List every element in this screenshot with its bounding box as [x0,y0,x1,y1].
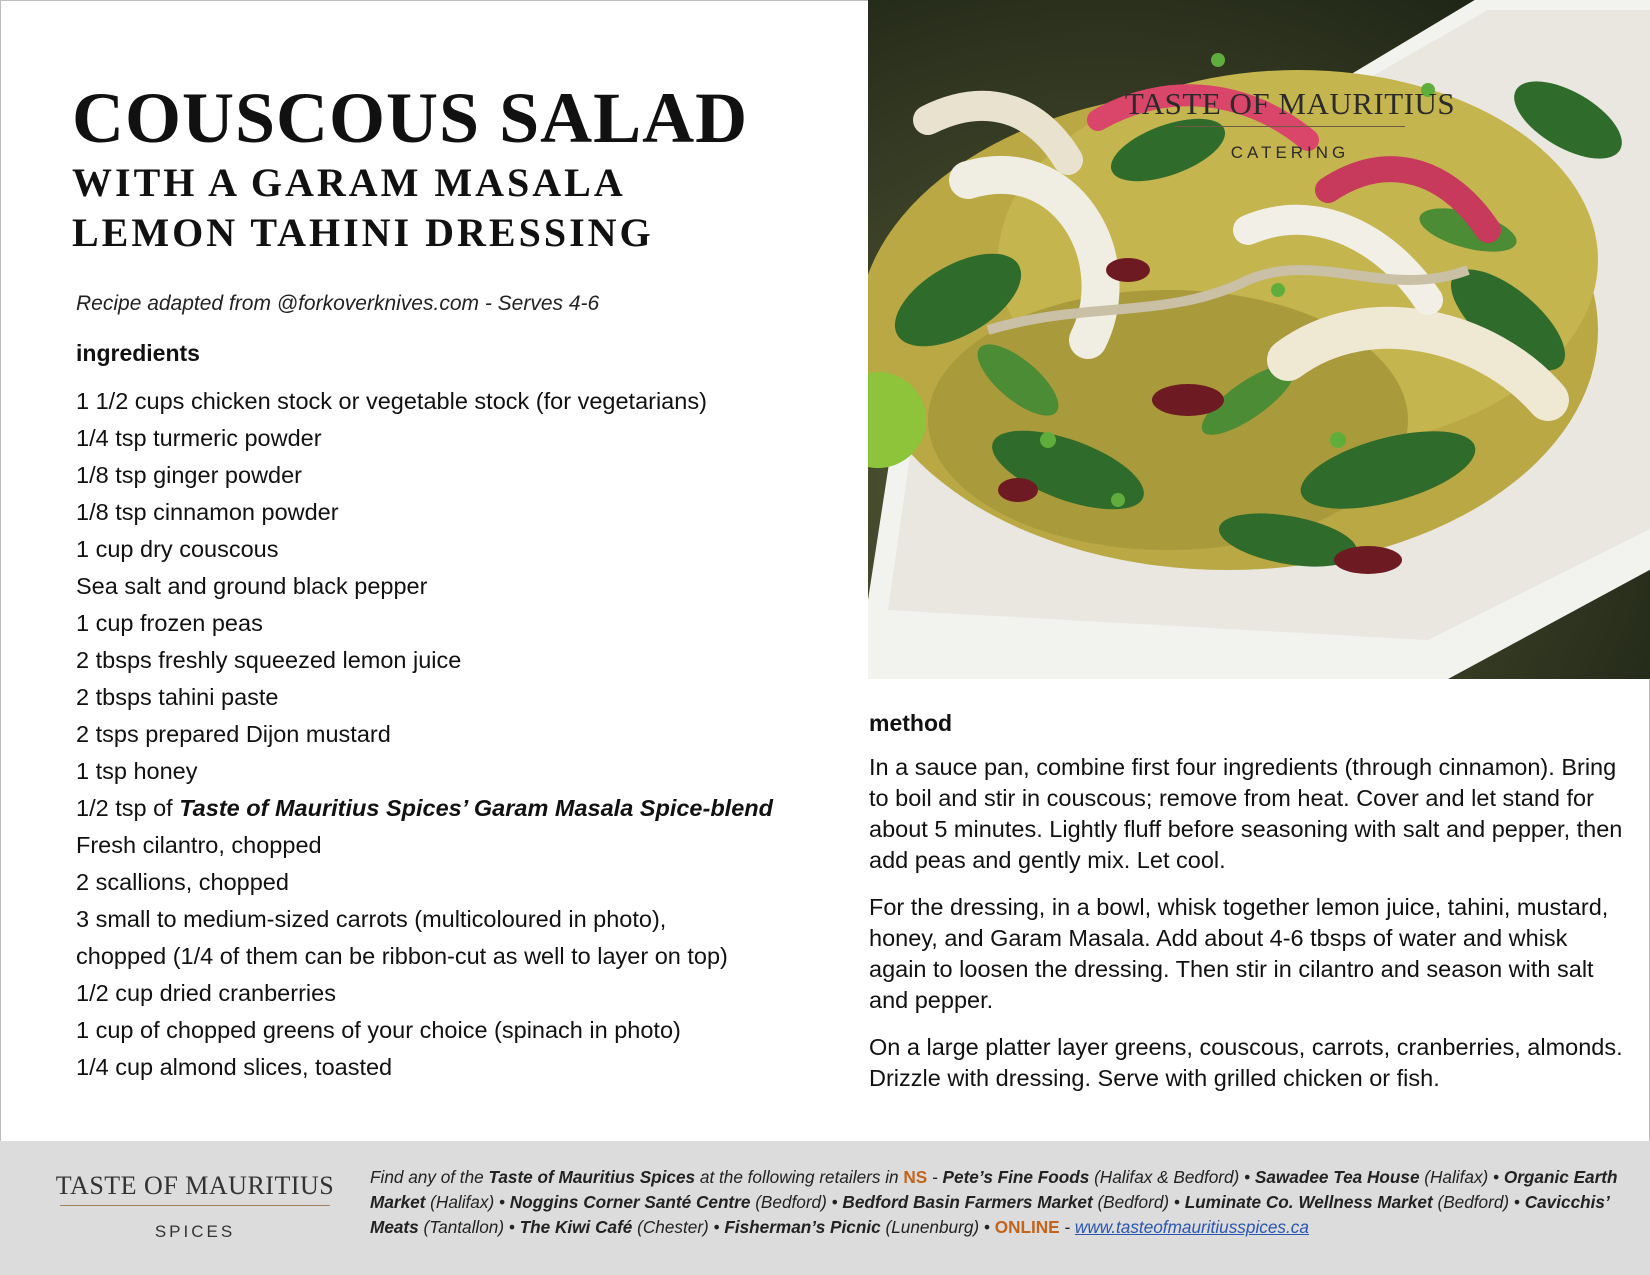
separator-bullet: • [1488,1167,1504,1187]
method-paragraph: For the dressing, in a bowl, whisk together lemon juice, tahini, mustard, honey, and Garam Masala. Add about 4-6 tbsps of water and whisk again to loosen the dressing. Then stir in cilantro and season with salt and pepper. [869,894,1609,1013]
retailer-name: Fisherman’s Picnic [724,1217,881,1237]
retailers-intro2: at the following retailers in [695,1167,904,1187]
retailer-name: The Kiwi Café [519,1217,633,1237]
method-paragraph: On a large platter layer greens, couscous, carrots, cranberries, almonds. Drizzle with dressing. Serve with grilled chicken or fish. [869,1034,1623,1091]
ingredient-item: Fresh cilantro, chopped [76,832,322,858]
title-block [72,78,852,258]
retailer-location: (Bedford) [1432,1192,1510,1212]
retailer-location: (Chester) [632,1217,709,1237]
separator-bullet: • [979,1217,995,1237]
ingredient-item: 1/4 cup almond slices, toasted [76,1054,393,1080]
retailer-location: (Lunenburg) [880,1217,980,1237]
spices-logo-name: TASTE OF MAURITIUS [55,1171,335,1200]
retailer-name: Luminate Co. Wellness Market [1184,1192,1433,1212]
retailer-name: Cavicchis’ Meats [370,1192,1610,1237]
separator-bullet: • [1169,1192,1185,1212]
ingredient-item: Sea salt and ground black pepper [76,573,428,599]
retailer-location: (Halifax) [1419,1167,1489,1187]
separator-bullet: • [1239,1167,1255,1187]
ingredient-item: 3 small to medium-sized carrots (multicoloured in photo), [76,906,667,932]
retailers-text [370,1165,1632,1240]
ingredient-item: 2 tsps prepared Dijon mustard [76,721,391,747]
retailer-location: (Tantallon) [418,1217,505,1237]
catering-logo-sub: CATERING [1230,143,1350,162]
retailer-name: Pete’s Fine Foods [942,1167,1090,1187]
ingredient-item: 2 tbsps freshly squeezed lemon juice [76,647,462,673]
retailer-name: Bedford Basin Farmers Market [842,1192,1093,1212]
ingredients-heading: ingredients [76,340,200,366]
ingredient-item: 1/4 tsp turmeric powder [76,425,322,451]
retailer-location: (Halifax & Bedford) [1089,1167,1240,1187]
ingredients-list [76,383,773,1086]
footer-bar [0,1141,1650,1275]
method-heading: method [869,710,953,736]
spices-logo-divider [60,1205,330,1206]
online-label: ONLINE [994,1217,1060,1237]
separator-bullet: • [494,1192,510,1212]
ingredient-item: 2 tbsps tahini paste [76,684,279,710]
recipe-subtitle-line1: WITH A GARAM MASALA [72,160,626,205]
ingredient-item: 1/8 tsp ginger powder [76,462,303,488]
retailer-name: Sawadee Tea House [1254,1167,1420,1187]
spices-logo [40,1171,350,1242]
separator-bullet: • [826,1192,843,1212]
retailer-name: Noggins Corner Santé Centre [509,1192,751,1212]
catering-logo-name: TASTE OF MAURITIUS [1124,86,1456,121]
ingredient-item: 1 cup dry couscous [76,536,279,562]
recipe-title: COUSCOUS SALAD [72,78,749,158]
ingredient-item: 1 cup frozen peas [76,610,263,636]
website-link[interactable]: www.tasteofmauritiusspices.ca [1074,1217,1309,1237]
recipe-source: Recipe adapted from @forkoverknives.com - Serves 4-6 [76,292,600,315]
recipe-subtitle-line2: LEMON TAHINI DRESSING [72,210,654,255]
retailers-brand: Taste of Mauritius Spices [488,1167,696,1187]
retailer-location: (Bedford) [1092,1192,1170,1212]
ingredient-item: chopped (1/4 of them can be ribbon-cut as well to layer on top) [76,943,728,969]
ingredient-item: 1/2 cup dried cranberries [76,980,336,1006]
ingredient-item: 1/8 tsp cinnamon powder [76,499,339,525]
retailer-location: (Halifax) [425,1192,495,1212]
catering-logo-divider [1175,126,1405,127]
method-text [869,752,1629,1110]
ingredient-item [76,790,773,827]
separator-bullet: • [708,1217,725,1237]
ingredient-item: 1 tsp honey [76,758,198,784]
separator-dash: - [927,1167,943,1187]
catering-logo [1090,86,1490,163]
spices-logo-sub: SPICES [154,1222,236,1241]
retailers-intro: Find any of the [370,1167,489,1187]
separator-dash: - [1059,1217,1075,1237]
ingredient-spice-blend: Taste of Mauritius Spices’ Garam Masala Spice-blend [179,795,773,821]
ingredient-item: 2 scallions, chopped [76,869,289,895]
separator-bullet: • [504,1217,520,1237]
retailer-location: (Bedford) [750,1192,827,1212]
ingredient-item: 1 cup of chopped greens of your choice (spinach in photo) [76,1017,681,1043]
retailer-name: Organic Earth Market [370,1167,1618,1212]
method-paragraph: In a sauce pan, combine first four ingredients (through cinnamon). Bring to boil and stir in couscous; remove from heat. Cover and let stand for about 5 minutes. Lightly fluff before seasoning with salt and pepper, then add peas and gently mix. Let cool. [869,754,1623,873]
separator-bullet: • [1509,1192,1525,1212]
province-label: NS [903,1167,928,1187]
ingredient-spice-prefix: 1/2 tsp of [76,795,180,821]
ingredient-item: 1 1/2 cups chicken stock or vegetable stock (for vegetarians) [76,388,707,414]
